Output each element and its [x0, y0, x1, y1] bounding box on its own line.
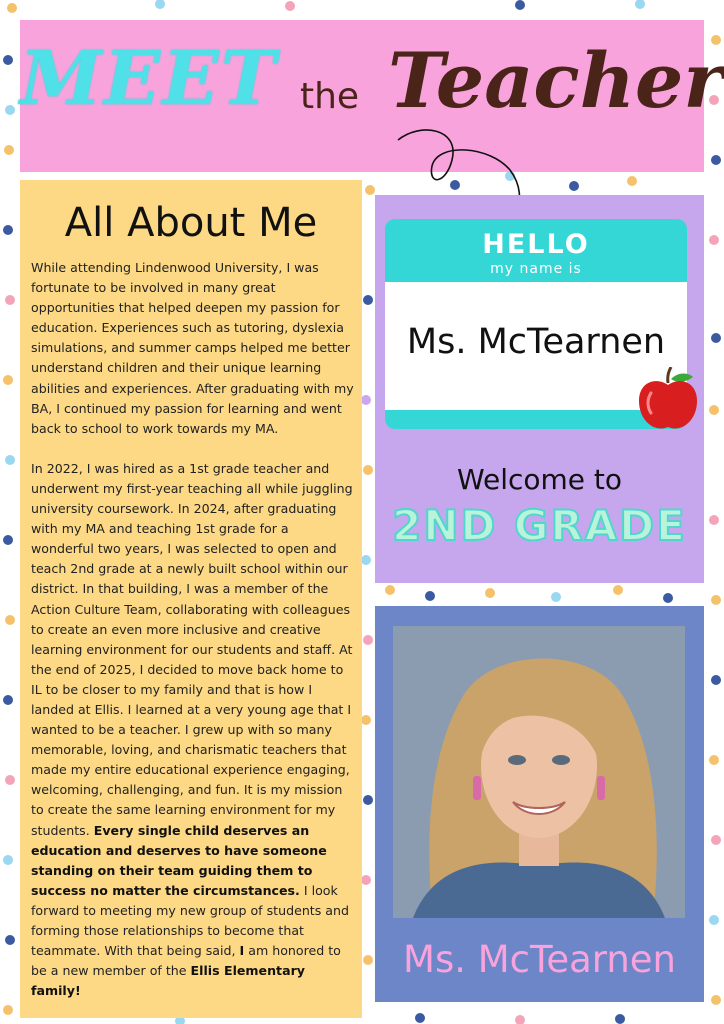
photo-panel: [375, 606, 704, 1002]
about-paragraph-1: While attending Lindenwood University, I was fortunate to be involved in many great opportunities that helped deepen my passion for education. Experiences such as tutoring, dyslexia simulations, and summer camps helped me better understand children and their unique learning abilities and experiences. After graduating with my BA, I continued my passion for learning and went back to school to work towards my MA.: [31, 260, 354, 436]
header-meet: MEET: [20, 36, 278, 122]
about-me-panel: [20, 180, 362, 1018]
grade-text: 2ND GRADE: [392, 501, 687, 550]
about-me-title: All About Me: [64, 200, 318, 246]
p2-bold-i: I: [239, 943, 245, 959]
p2-bold-statement: Every single child deserves an education and deserves to have someone standing on their team guiding them to success no matter the circumstances.: [31, 822, 327, 898]
p2-text-end: !: [74, 983, 81, 999]
photo-caption: Ms. McTearnen: [403, 938, 676, 981]
about-me-body: [31, 258, 355, 1001]
teacher-portrait: [393, 626, 685, 918]
tag-subtitle: my name is: [490, 261, 582, 277]
p2-text-start: In 2022, I was hired as a 1st grade teacher and underwent my first-year teaching all while juggling university coursework. In 2024, after graduating with my MA and teaching 1st grade for a wonderful two years, I was selected to open and teach 2nd grade at a newly built school within our district. In that building, I was a member of the Action Culture Team, collaborating with colleagues to create an even more inclusive and creative learning environment for our students and staff. At the end of 2025, I decided to move back home to IL to be closer to my family and that is how I landed at Ellis. I learned at a very young age that I wanted to be a teacher. I grew up with so many memorable, loving, and charismatic teachers that made my entire educational experience engaging, welcoming, challenging, and fun. It is my mission to create the same learning environment for my students.: [31, 460, 353, 838]
header-teacher: Teacher: [388, 36, 724, 125]
tag-name: Ms. McTearnen: [406, 322, 666, 362]
p2-bold-ellis: Ellis Elementary family: [31, 963, 305, 999]
header-the: the: [300, 76, 360, 117]
apple-icon: [637, 367, 699, 433]
welcome-text: Welcome to: [456, 463, 623, 496]
about-paragraph-2: [31, 459, 355, 1002]
p2-text-mid: I look forward to meeting my new group of students and forming those relationships to become that teammate. With that being said,: [31, 882, 349, 959]
name-tag-panel: [375, 195, 704, 583]
tag-hello: HELLO: [482, 229, 590, 260]
p2-text-mid2: am honored to be a new member of the: [31, 943, 341, 979]
